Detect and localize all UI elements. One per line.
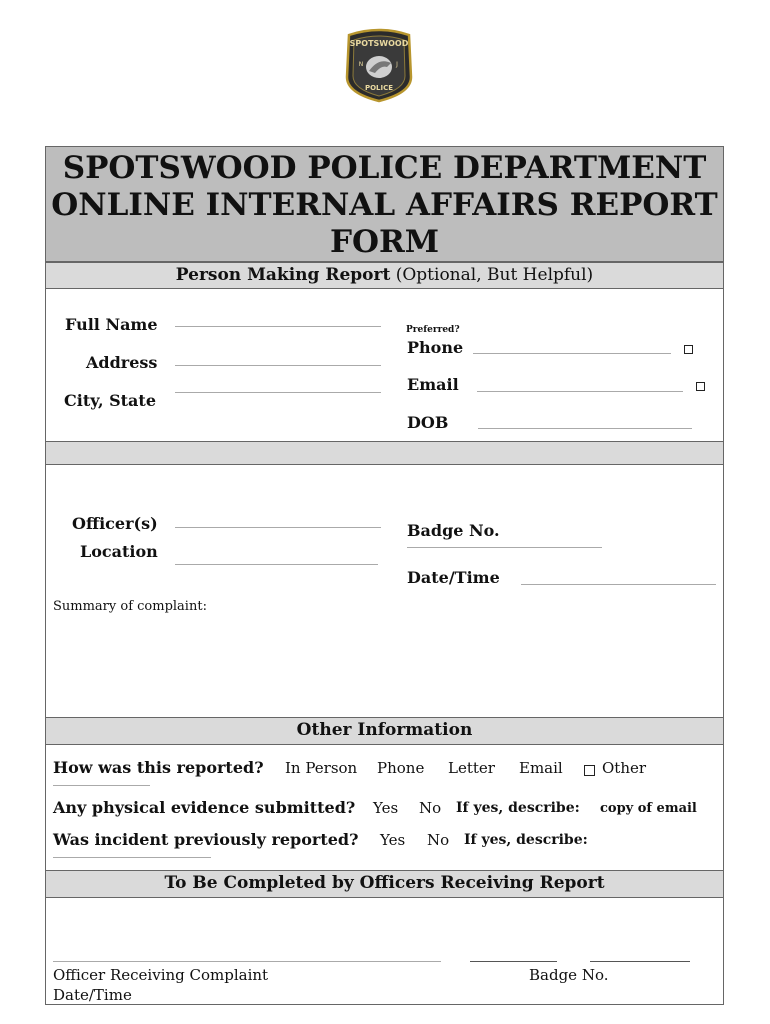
email-label: Email xyxy=(407,375,459,394)
full-name-label: Full Name xyxy=(65,315,158,334)
title-line-1: SPOTSWOOD POLICE DEPARTMENT xyxy=(62,150,707,186)
officer-receiving-label: Officer Receiving Complaint xyxy=(53,966,269,984)
address-field[interactable] xyxy=(175,365,381,366)
complaint-section-header xyxy=(46,441,723,465)
phone-field[interactable] xyxy=(473,353,671,354)
police-badge-logo xyxy=(341,27,417,103)
other-reported-field[interactable] xyxy=(53,785,150,786)
location-field[interactable] xyxy=(175,564,378,565)
how-reported-label: How was this reported? xyxy=(53,758,264,777)
full-name-field[interactable] xyxy=(175,326,381,327)
city-state-field[interactable] xyxy=(175,392,381,393)
logo-top-text: SPOTSWOOD xyxy=(349,39,409,48)
report-form xyxy=(45,146,724,1005)
evidence-if-yes-label: If yes, describe: xyxy=(456,800,580,816)
previous-yes[interactable]: Yes xyxy=(380,831,406,849)
option-letter[interactable]: Letter xyxy=(448,759,495,777)
previously-reported-label: Was incident previously reported? xyxy=(53,830,359,849)
phone-label: Phone xyxy=(407,338,464,357)
previous-no[interactable]: No xyxy=(427,831,450,849)
option-email[interactable]: Email xyxy=(519,759,563,777)
badge-no-field[interactable] xyxy=(407,547,602,548)
title-line-3: FORM xyxy=(329,224,440,260)
summary-field[interactable] xyxy=(53,619,713,715)
dob-label: DOB xyxy=(407,413,449,432)
logo-left-letter: N xyxy=(358,61,364,68)
evidence-no[interactable]: No xyxy=(419,799,442,817)
email-field[interactable] xyxy=(477,391,683,392)
email-preferred-checkbox[interactable] xyxy=(696,382,705,391)
date-time-field[interactable] xyxy=(521,584,716,585)
badge-no-label: Badge No. xyxy=(407,521,500,540)
location-label: Location xyxy=(80,542,158,561)
summary-label: Summary of complaint: xyxy=(53,599,207,614)
logo-bottom-text: POLICE xyxy=(364,84,394,92)
option-other[interactable]: Other xyxy=(602,759,647,777)
other-checkbox[interactable] xyxy=(584,765,595,776)
dob-field[interactable] xyxy=(478,428,692,429)
officer-signature-field[interactable] xyxy=(53,961,441,962)
other-info-title: Other Information xyxy=(296,720,473,740)
previous-description-field[interactable] xyxy=(53,857,211,858)
receiving-badge-label: Badge No. xyxy=(529,966,609,984)
city-state-label: City, State xyxy=(64,391,156,410)
evidence-description[interactable]: copy of email xyxy=(600,801,697,816)
officers-label: Officer(s) xyxy=(72,514,158,533)
title-line-2: ONLINE INTERNAL AFFAIRS REPORT xyxy=(51,187,718,223)
badge-number-field[interactable] xyxy=(470,961,557,962)
receiving-date-field[interactable] xyxy=(590,961,690,962)
preferred-label: Preferred? xyxy=(406,325,460,335)
date-time-label: Date/Time xyxy=(407,568,500,587)
physical-evidence-label: Any physical evidence submitted? xyxy=(53,798,356,817)
phone-preferred-checkbox[interactable] xyxy=(684,345,693,354)
address-label: Address xyxy=(86,353,158,372)
person-section-header xyxy=(46,262,723,289)
officer-section-title: To Be Completed by Officers Receiving Report xyxy=(164,873,605,893)
evidence-yes[interactable]: Yes xyxy=(373,799,399,817)
other-info-header xyxy=(46,717,723,745)
previous-if-yes-label: If yes, describe: xyxy=(464,832,588,848)
officer-section-header xyxy=(46,870,723,898)
option-in-person[interactable]: In Person xyxy=(285,759,358,777)
person-header-note: (Optional, But Helpful) xyxy=(395,265,594,285)
logo-right-letter: J xyxy=(396,61,398,68)
form-title xyxy=(46,147,723,262)
receiving-date-label: Date/Time xyxy=(53,986,132,1004)
officers-field[interactable] xyxy=(175,527,381,528)
option-phone[interactable]: Phone xyxy=(377,759,425,777)
person-header-bold: Person Making Report xyxy=(175,265,391,285)
